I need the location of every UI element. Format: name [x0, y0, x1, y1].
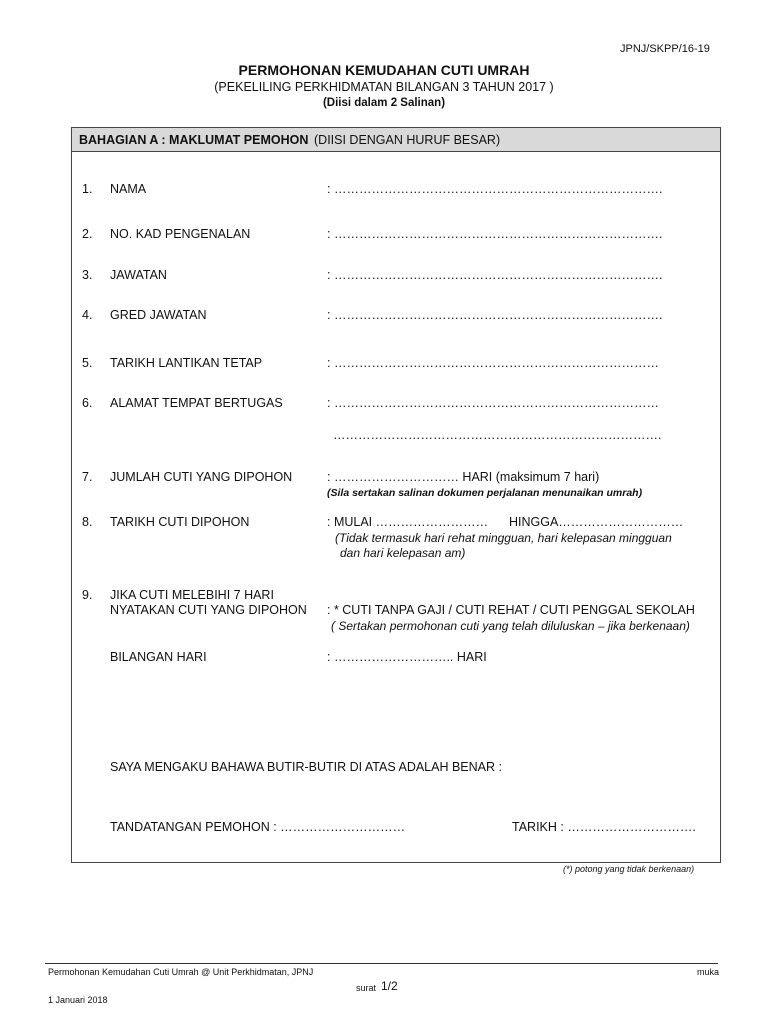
field-input-hingga[interactable]: HINGGA………………………… [509, 515, 684, 529]
footer-date: 1 Januari 2018 [48, 995, 108, 1005]
field-label-tarikh-cuti: TARIKH CUTI DIPOHON [110, 515, 250, 529]
field-note-exclusion-1: (Tidak termasuk hari rehat mingguan, hari kelepasan mingguan [335, 531, 672, 545]
field-note-exclusion-2: dan hari kelepasan am) [340, 546, 466, 560]
field-input-alamat-line2[interactable]: ……………………………………………………………………. [333, 428, 662, 442]
field-label-nyatakan-cuti: NYATAKAN CUTI YANG DIPOHON [110, 603, 307, 617]
form-subtitle: (PEKELILING PERKHIDMATAN BILANGAN 3 TAHUN 2017 ) [214, 80, 554, 94]
footer-divider [45, 963, 718, 964]
field-input-jawatan[interactable]: : ……………………………………………………………………. [327, 268, 663, 282]
strike-note: (*) potong yang tidak berkenaan) [563, 864, 695, 874]
declaration-text: SAYA MENGAKU BAHAWA BUTIR-BUTIR DI ATAS ADALAH BENAR : [110, 760, 502, 774]
copies-note: (Diisi dalam 2 Salinan) [322, 97, 446, 109]
section-a-title: BAHAGIAN A : MAKLUMAT PEMOHON [79, 133, 309, 147]
field-number: 6. [82, 396, 93, 410]
field-label-jawatan: JAWATAN [110, 268, 167, 282]
document-reference: JPNJ/SKPP/16-19 [620, 43, 710, 55]
field-number: 8. [82, 515, 93, 529]
field-label-tarikh-lantikan: TARIKH LANTIKAN TETAP [110, 356, 263, 370]
field-input-gred[interactable]: : ……………………………………………………………………. [327, 308, 663, 322]
section-a-header [72, 128, 720, 152]
field-input-alamat-line1[interactable]: : …………………………………………………………………… [327, 396, 659, 410]
field-note-kelulusan: ( Sertakan permohonan cuti yang telah diluluskan – jika berkenaan) [331, 619, 690, 633]
field-number: 5. [82, 356, 93, 370]
field-input-jumlah-cuti[interactable]: : ………………………… HARI (maksimum 7 hari) [327, 470, 600, 484]
field-note-dokumen: (Sila sertakan salinan dokumen perjalanan menunaikan umrah) [327, 487, 643, 499]
form-title: PERMOHONAN KEMUDAHAN CUTI UMRAH [238, 62, 530, 78]
field-label-nama: NAMA [110, 182, 147, 196]
field-number: 2. [82, 227, 93, 241]
field-number: 4. [82, 308, 93, 322]
field-input-ic[interactable]: : ……………………………………………………………………. [327, 227, 663, 241]
footer-page-number: 1/2 [381, 979, 398, 993]
field-input-tarikh-lantikan[interactable]: : …………………………………………………………………… [327, 356, 659, 370]
footer-muka: muka [697, 967, 720, 977]
field-input-nama[interactable]: : ……………………………………………………………………. [327, 182, 663, 196]
field-label-jumlah-cuti: JUMLAH CUTI YANG DIPOHON [110, 470, 293, 484]
field-number: 3. [82, 268, 93, 282]
field-label-melebihi: JIKA CUTI MELEBIHI 7 HARI [110, 588, 274, 602]
date-field[interactable]: TARIKH : …………………………. [512, 820, 696, 834]
field-label-alamat: ALAMAT TEMPAT BERTUGAS [110, 396, 283, 410]
signature-field[interactable]: TANDATANGAN PEMOHON : ………………………… [110, 820, 406, 834]
field-label-gred: GRED JAWATAN [110, 308, 207, 322]
box-edge-mark [720, 152, 721, 224]
field-number: 7. [82, 470, 93, 484]
field-input-bilangan-hari[interactable]: : ……………………….. HARI [327, 650, 487, 664]
footer-document-name: Permohonan Kemudahan Cuti Umrah @ Unit Perkhidmatan, JPNJ [48, 967, 314, 977]
field-label-ic: NO. KAD PENGENALAN [110, 227, 251, 241]
field-input-mulai[interactable]: : MULAI ……………………… [327, 515, 489, 529]
field-number: 9. [82, 588, 93, 602]
section-a-instruction: (DIISI DENGAN HURUF BESAR) [314, 133, 501, 147]
field-label-bilangan-hari: BILANGAN HARI [110, 650, 207, 664]
field-number: 1. [82, 182, 93, 196]
field-option-jenis-cuti[interactable]: : * CUTI TANPA GAJI / CUTI REHAT / CUTI PENGGAL SEKOLAH [327, 603, 695, 617]
footer-surat: surat [356, 983, 377, 993]
